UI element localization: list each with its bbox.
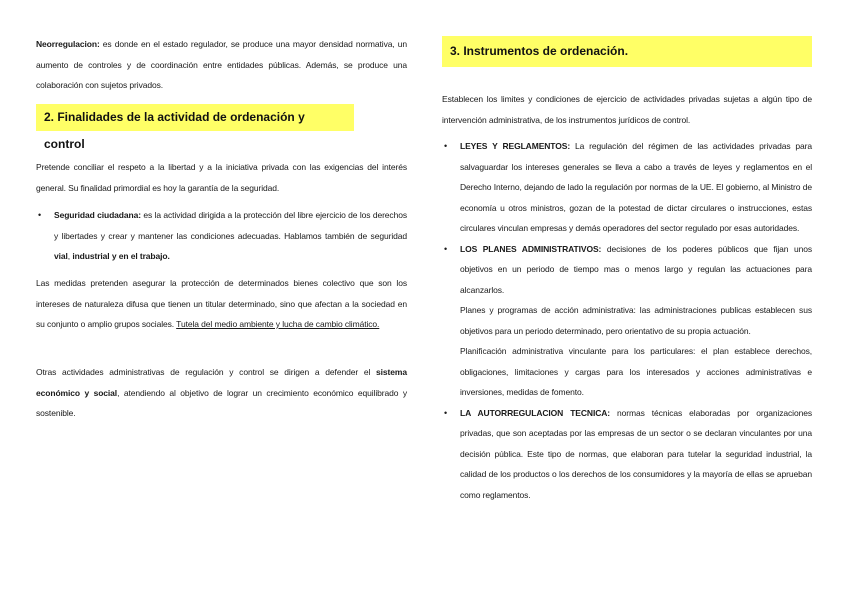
planes-sub-paragraph-1: Planes y programas de acción administrativa: las administraciones publicas establecen sus objetivos para un periodo determinado, pero orientativo de su propia actuación. bbox=[460, 305, 812, 336]
underlined-text: Tutela del medio ambiente y lucha de cambio climático. bbox=[176, 319, 380, 329]
term-neorregulacion: Neorregulacion: bbox=[36, 39, 100, 49]
section-heading-3: 3. Instrumentos de ordenación. bbox=[442, 36, 812, 67]
medidas-paragraph: Las medidas pretenden asegurar la protección de determinados bienes colectivo que son los intereses de naturaleza difusa que tienen un titular determinado, sino que afectan a la sociedad en su conjunto o amplio grupos sociales. Tutela del medio ambiente y lucha de cambio climático. bbox=[36, 278, 407, 329]
list-item: • Seguridad ciudadana: es la actividad dirigida a la protección del libre ejercicio de los derechos y libertades y crear y mantener las condiciones adecuadas. Hablamos también de seguridad vial, industrial y en el trabajo. bbox=[36, 205, 407, 267]
bullet-icon: • bbox=[444, 243, 448, 254]
instrumentos-list bbox=[442, 136, 812, 505]
finalidades-paragraph: Pretende conciliar el respeto a la libertad y a la iniciativa privada con las exigencias del interés general. Su finalidad primordial es hoy la garantía de la seguridad. bbox=[36, 162, 407, 193]
bullet-icon: • bbox=[444, 407, 448, 418]
planes-sub-paragraph-2: Planificación administrativa vinculante para los particulares: el plan establece derechos, obligaciones, limitaciones y cargas para los interesados y acciones administrativas e inversiones, medidas de fomento. bbox=[460, 346, 812, 397]
bullet-icon: • bbox=[444, 141, 448, 151]
bullet-icon: • bbox=[38, 210, 42, 220]
otras-actividades-paragraph: Otras actividades administrativas de regulación y control se dirigen a defender el sistema económico y social, atendiendo al objetivo de lograr un crecimiento económico equilibrado y sostenible. bbox=[36, 367, 408, 418]
neorregulacion-paragraph: Neorregulacion: es donde en el estado regulador, se produce una mayor densidad normativa, un aumento de controles y de coordinación entre entidades públicas. Además, se produce una colaboración con sujetos privados. bbox=[36, 39, 407, 90]
list-item-planes: • LOS PLANES ADMINISTRATIVOS: decisiones de los poderes públicos que fijan unos objetivos en un periodo de tiempo mas o menos largo y regulan las actuaciones para alcanzarlos. bbox=[442, 239, 812, 301]
seguridad-bullet-list bbox=[36, 205, 407, 267]
section-heading-2: 2. Finalidades de la actividad de ordenación y control bbox=[36, 104, 354, 131]
instrumentos-intro-paragraph: Establecen los limites y condiciones de ejercicio de actividades privadas sujetas a algún tipo de intervención administrativa, de los instrumentos jurídicos de control. bbox=[442, 94, 812, 125]
list-item-leyes: • LEYES Y REGLAMENTOS: La regulación del régimen de las actividades privadas para salvaguardar los intereses generales se lleva a cabo a través de leyes y reglamentos en el Derecho Interno, dejando de lado la regulación por normas de la UE. El gobierno, al Ministro de economía u otros ministros, gozan de la potestad de dictar circulares o instrucciones, estas circulares vinculan empresas y demás operadores del sector regulado por esas autoridades. bbox=[442, 136, 812, 239]
list-item-autorregulacion: • LA AUTORREGULACION TECNICA: normas técnicas elaboradas por organizaciones privadas, que son aceptadas por las empresas de un sector o se declaran vinculantes por una decisión pública. Este tipo de normas, que elaboran para tutelar la seguridad industrial, la calidad de los productos o los derechos de los consumidores y la mayoría de ellas se aprueban como reglamentos. bbox=[442, 403, 812, 506]
